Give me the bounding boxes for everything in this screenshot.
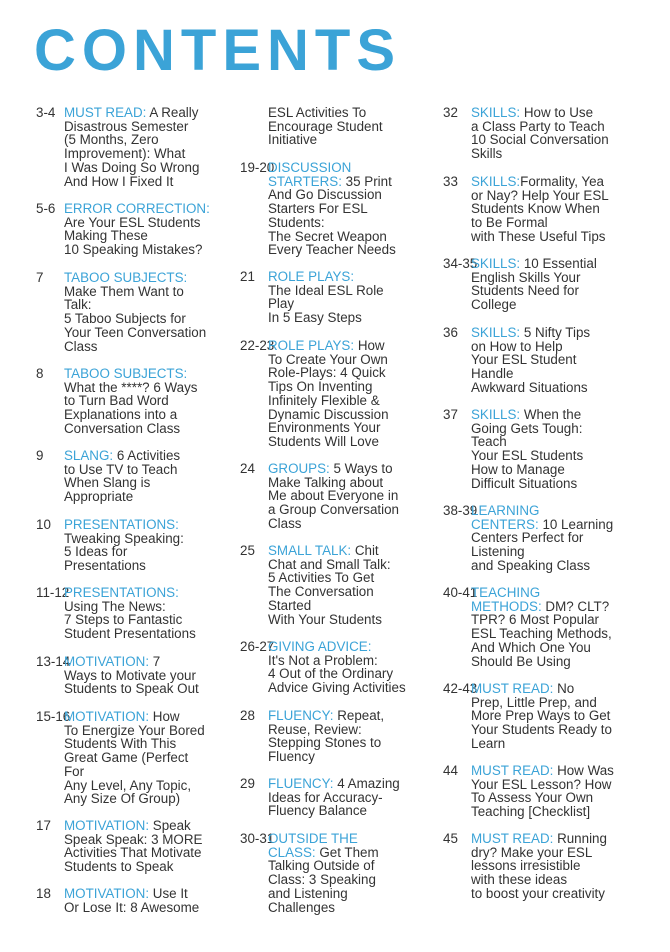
toc-title: How To Energize Your Bored Students With This Great Game (Perfect For Any Level, Any Topic, Any Size Of Group) bbox=[64, 709, 205, 807]
toc-title: Use It Or Lose It: 8 Awesome bbox=[64, 886, 200, 915]
toc-page-number: 7 bbox=[36, 270, 44, 285]
toc-category: SKILLS: bbox=[471, 407, 521, 422]
toc-entry bbox=[36, 518, 232, 573]
toc-category: SKILLS: bbox=[471, 325, 521, 340]
toc-entry bbox=[443, 175, 639, 244]
toc-entry bbox=[240, 161, 436, 257]
toc-title: Speak Speak Speak: 3 MORE Activities That Motivate Students to Speak bbox=[64, 818, 203, 875]
toc-page-number: 8 bbox=[36, 366, 44, 381]
toc-entry bbox=[36, 586, 232, 641]
toc-page-number: 18 bbox=[36, 886, 51, 901]
toc-title: Are Your ESL Students Making These 10 Speaking Mistakes? bbox=[64, 214, 203, 258]
toc-title: How To Create Your Own Role-Plays: 4 Quick Tips On Inventing Infinitely Flexible & Dynamic Discussion Environments Your Students Will Love bbox=[268, 338, 389, 449]
toc-page-number: 19-20 bbox=[240, 160, 275, 175]
toc-title: ESL Activities To Encourage Student Initiative bbox=[268, 105, 383, 148]
toc-category: TABOO SUBJECTS: bbox=[64, 270, 188, 285]
toc-entry bbox=[36, 819, 232, 874]
toc-entry bbox=[240, 106, 436, 147]
toc-title: 4 Amazing Ideas for Accuracy- Fluency Balance bbox=[268, 776, 400, 819]
toc-category: PRESENTATIONS: bbox=[64, 585, 179, 600]
toc-entry bbox=[240, 640, 436, 695]
toc-page-number: 11-12 bbox=[36, 585, 70, 600]
toc-entry bbox=[36, 271, 232, 353]
toc-category: SKILLS: bbox=[471, 256, 521, 271]
toc-category: MOTIVATION: bbox=[64, 709, 150, 724]
toc-page-number: 44 bbox=[443, 763, 458, 778]
toc-category: GIVING ADVICE: bbox=[268, 639, 372, 654]
toc-title: Get Them Talking Outside of Class: 3 Speaking and Listening Challenges bbox=[268, 844, 379, 915]
toc-title: 10 Learning Centers Perfect for Listening and Speaking Class bbox=[471, 516, 614, 573]
toc-page-number: 10 bbox=[36, 517, 51, 532]
toc-page-number: 9 bbox=[36, 448, 44, 463]
toc-title: Tweaking Speaking: 5 Ideas for Presentations bbox=[64, 530, 184, 574]
toc-title: Running dry? Make your ESL lessons irresistible with these ideas to boost your creativity bbox=[471, 831, 607, 901]
toc-entry bbox=[240, 832, 436, 914]
toc-category: MUST READ: bbox=[471, 831, 554, 846]
toc-title: DM? CLT? TPR? 6 Most Popular ESL Teaching Methods, And Which One You Should Be Using bbox=[471, 598, 612, 669]
toc-page-number: 5-6 bbox=[36, 201, 56, 216]
toc-title: What the ****? 6 Ways to Turn Bad Word Explanations into a Conversation Class bbox=[64, 379, 198, 436]
toc-entry bbox=[443, 586, 639, 668]
toc-title: When the Going Gets Tough: Teach Your ESL Students How to Manage Difficult Situations bbox=[471, 407, 584, 491]
toc-page-number: 17 bbox=[36, 818, 51, 833]
toc-entry bbox=[240, 777, 436, 818]
toc-title: Chit Chat and Small Talk: 5 Activities To Get The Conversation Started With Your Students bbox=[268, 543, 391, 627]
toc-category: MOTIVATION: bbox=[64, 886, 150, 901]
toc-title: Using The News: 7 Steps to Fantastic Student Presentations bbox=[64, 598, 196, 642]
toc-title: 5 Ways to Make Talking about Me about Everyone in a Group Conversation Class bbox=[268, 461, 400, 531]
toc-title: 5 Nifty Tips on How to Help Your ESL Student Handle Awkward Situations bbox=[471, 325, 591, 395]
toc-category: TABOO SUBJECTS: bbox=[64, 366, 188, 381]
toc-title: It's Not a Problem: 4 Out of the Ordinary Advice Giving Activities bbox=[268, 652, 406, 696]
toc-entry bbox=[443, 106, 639, 161]
toc-page-number: 28 bbox=[240, 708, 255, 723]
toc-page-number: 21 bbox=[240, 269, 255, 284]
toc-page-number: 25 bbox=[240, 543, 255, 558]
toc-title: Repeat, Reuse, Review: Stepping Stones to Fluency bbox=[268, 708, 385, 765]
toc-title: 7 Ways to Motivate your Students to Speak Out bbox=[64, 654, 199, 697]
toc-page-number: 32 bbox=[443, 105, 458, 120]
toc-entry bbox=[443, 504, 639, 573]
toc-category: FLUENCY: bbox=[268, 776, 334, 791]
toc-entry bbox=[36, 106, 232, 188]
toc-page-number: 42-43 bbox=[443, 681, 478, 696]
toc-entry bbox=[36, 710, 232, 806]
toc-category: ROLE PLAYS: bbox=[268, 338, 355, 353]
toc-page-number: 38-39 bbox=[443, 503, 478, 518]
toc-title: A Really Disastrous Semester (5 Months, Zero Improvement): What I Was Doing So Wrong And How I Fixed It bbox=[64, 105, 200, 189]
toc-entry bbox=[36, 887, 232, 914]
toc-entry bbox=[443, 682, 639, 751]
toc-page-number: 37 bbox=[443, 407, 458, 422]
toc-category: SLANG: bbox=[64, 448, 114, 463]
toc-entry bbox=[240, 339, 436, 449]
toc-page-number: 26-27 bbox=[240, 639, 275, 654]
toc-category: FLUENCY: bbox=[268, 708, 334, 723]
toc-entry bbox=[240, 462, 436, 531]
toc-entry bbox=[36, 449, 232, 504]
toc-page-number: 13-14 bbox=[36, 654, 71, 669]
toc-category: ERROR CORRECTION: bbox=[64, 201, 210, 216]
toc-title: How Was Your ESL Lesson? How To Assess Your Own Teaching [Checklist] bbox=[471, 763, 614, 820]
toc-category: MUST READ: bbox=[64, 105, 147, 120]
toc-category: MUST READ: bbox=[471, 681, 554, 696]
toc-entry bbox=[443, 764, 639, 819]
toc-category: PRESENTATIONS: bbox=[64, 517, 179, 532]
toc-entry bbox=[443, 832, 639, 901]
toc-page-number: 15-16 bbox=[36, 709, 71, 724]
toc-category: ROLE PLAYS: bbox=[268, 269, 355, 284]
toc-entry bbox=[443, 257, 639, 312]
toc-page-number: 22-23 bbox=[240, 338, 275, 353]
toc-page-number: 34-35 bbox=[443, 256, 478, 271]
toc-title: No Prep, Little Prep, and More Prep Ways to Get Your Students Ready to Learn bbox=[471, 681, 612, 751]
toc-category: SKILLS: bbox=[471, 105, 521, 120]
toc-title: Make Them Want to Talk: 5 Taboo Subjects for Your Teen Conversation Class bbox=[64, 283, 207, 354]
toc-page-number: 33 bbox=[443, 174, 458, 189]
toc-page-number: 45 bbox=[443, 831, 458, 846]
toc-category: MOTIVATION: bbox=[64, 654, 150, 669]
toc-category: SMALL TALK: bbox=[268, 543, 352, 558]
toc-page-number bbox=[240, 106, 268, 147]
toc-entry bbox=[443, 408, 639, 490]
toc-title: 35 Print And Go Discussion Starters For ESL Students: The Secret Weapon Every Teacher Needs bbox=[268, 173, 396, 258]
toc-category: DISCUSSION STARTERS: bbox=[268, 160, 352, 189]
toc-page-number: 29 bbox=[240, 776, 255, 791]
toc-page-number: 24 bbox=[240, 461, 255, 476]
page-title: CONTENTS bbox=[34, 18, 401, 83]
toc-category: OUTSIDE THE CLASS: bbox=[268, 831, 358, 860]
toc-category: LEARNING CENTERS: bbox=[471, 503, 540, 532]
toc-category: TEACHING METHODS: bbox=[471, 585, 542, 614]
toc-category: GROUPS: bbox=[268, 461, 330, 476]
toc-title: The Ideal ESL Role Play In 5 Easy Steps bbox=[268, 282, 384, 326]
toc-title: Formality, Yea or Nay? Help Your ESL Students Know When to Be Formal with These Useful Tips bbox=[471, 174, 609, 244]
toc-title: How to Use a Class Party to Teach 10 Social Conversation Skills bbox=[471, 105, 609, 162]
toc-entry bbox=[36, 202, 232, 257]
toc-title: 6 Activities to Use TV to Teach When Slang is Appropriate bbox=[64, 448, 181, 505]
toc-page-number: 36 bbox=[443, 325, 458, 340]
toc-category: MOTIVATION: bbox=[64, 818, 150, 833]
toc-category: SKILLS: bbox=[471, 174, 521, 189]
toc-page-number: 30-31 bbox=[240, 831, 275, 846]
toc-entry bbox=[240, 544, 436, 626]
toc-entry bbox=[240, 709, 436, 764]
toc-title: 10 Essential English Skills Your Students Need for College bbox=[471, 256, 597, 313]
toc-page-number: 40-41 bbox=[443, 585, 478, 600]
toc-entry bbox=[36, 655, 232, 696]
toc-entry bbox=[443, 326, 639, 395]
toc-page-number: 3-4 bbox=[36, 105, 56, 120]
toc-category: MUST READ: bbox=[471, 763, 554, 778]
toc-entry bbox=[36, 367, 232, 436]
toc-entry bbox=[240, 270, 436, 325]
